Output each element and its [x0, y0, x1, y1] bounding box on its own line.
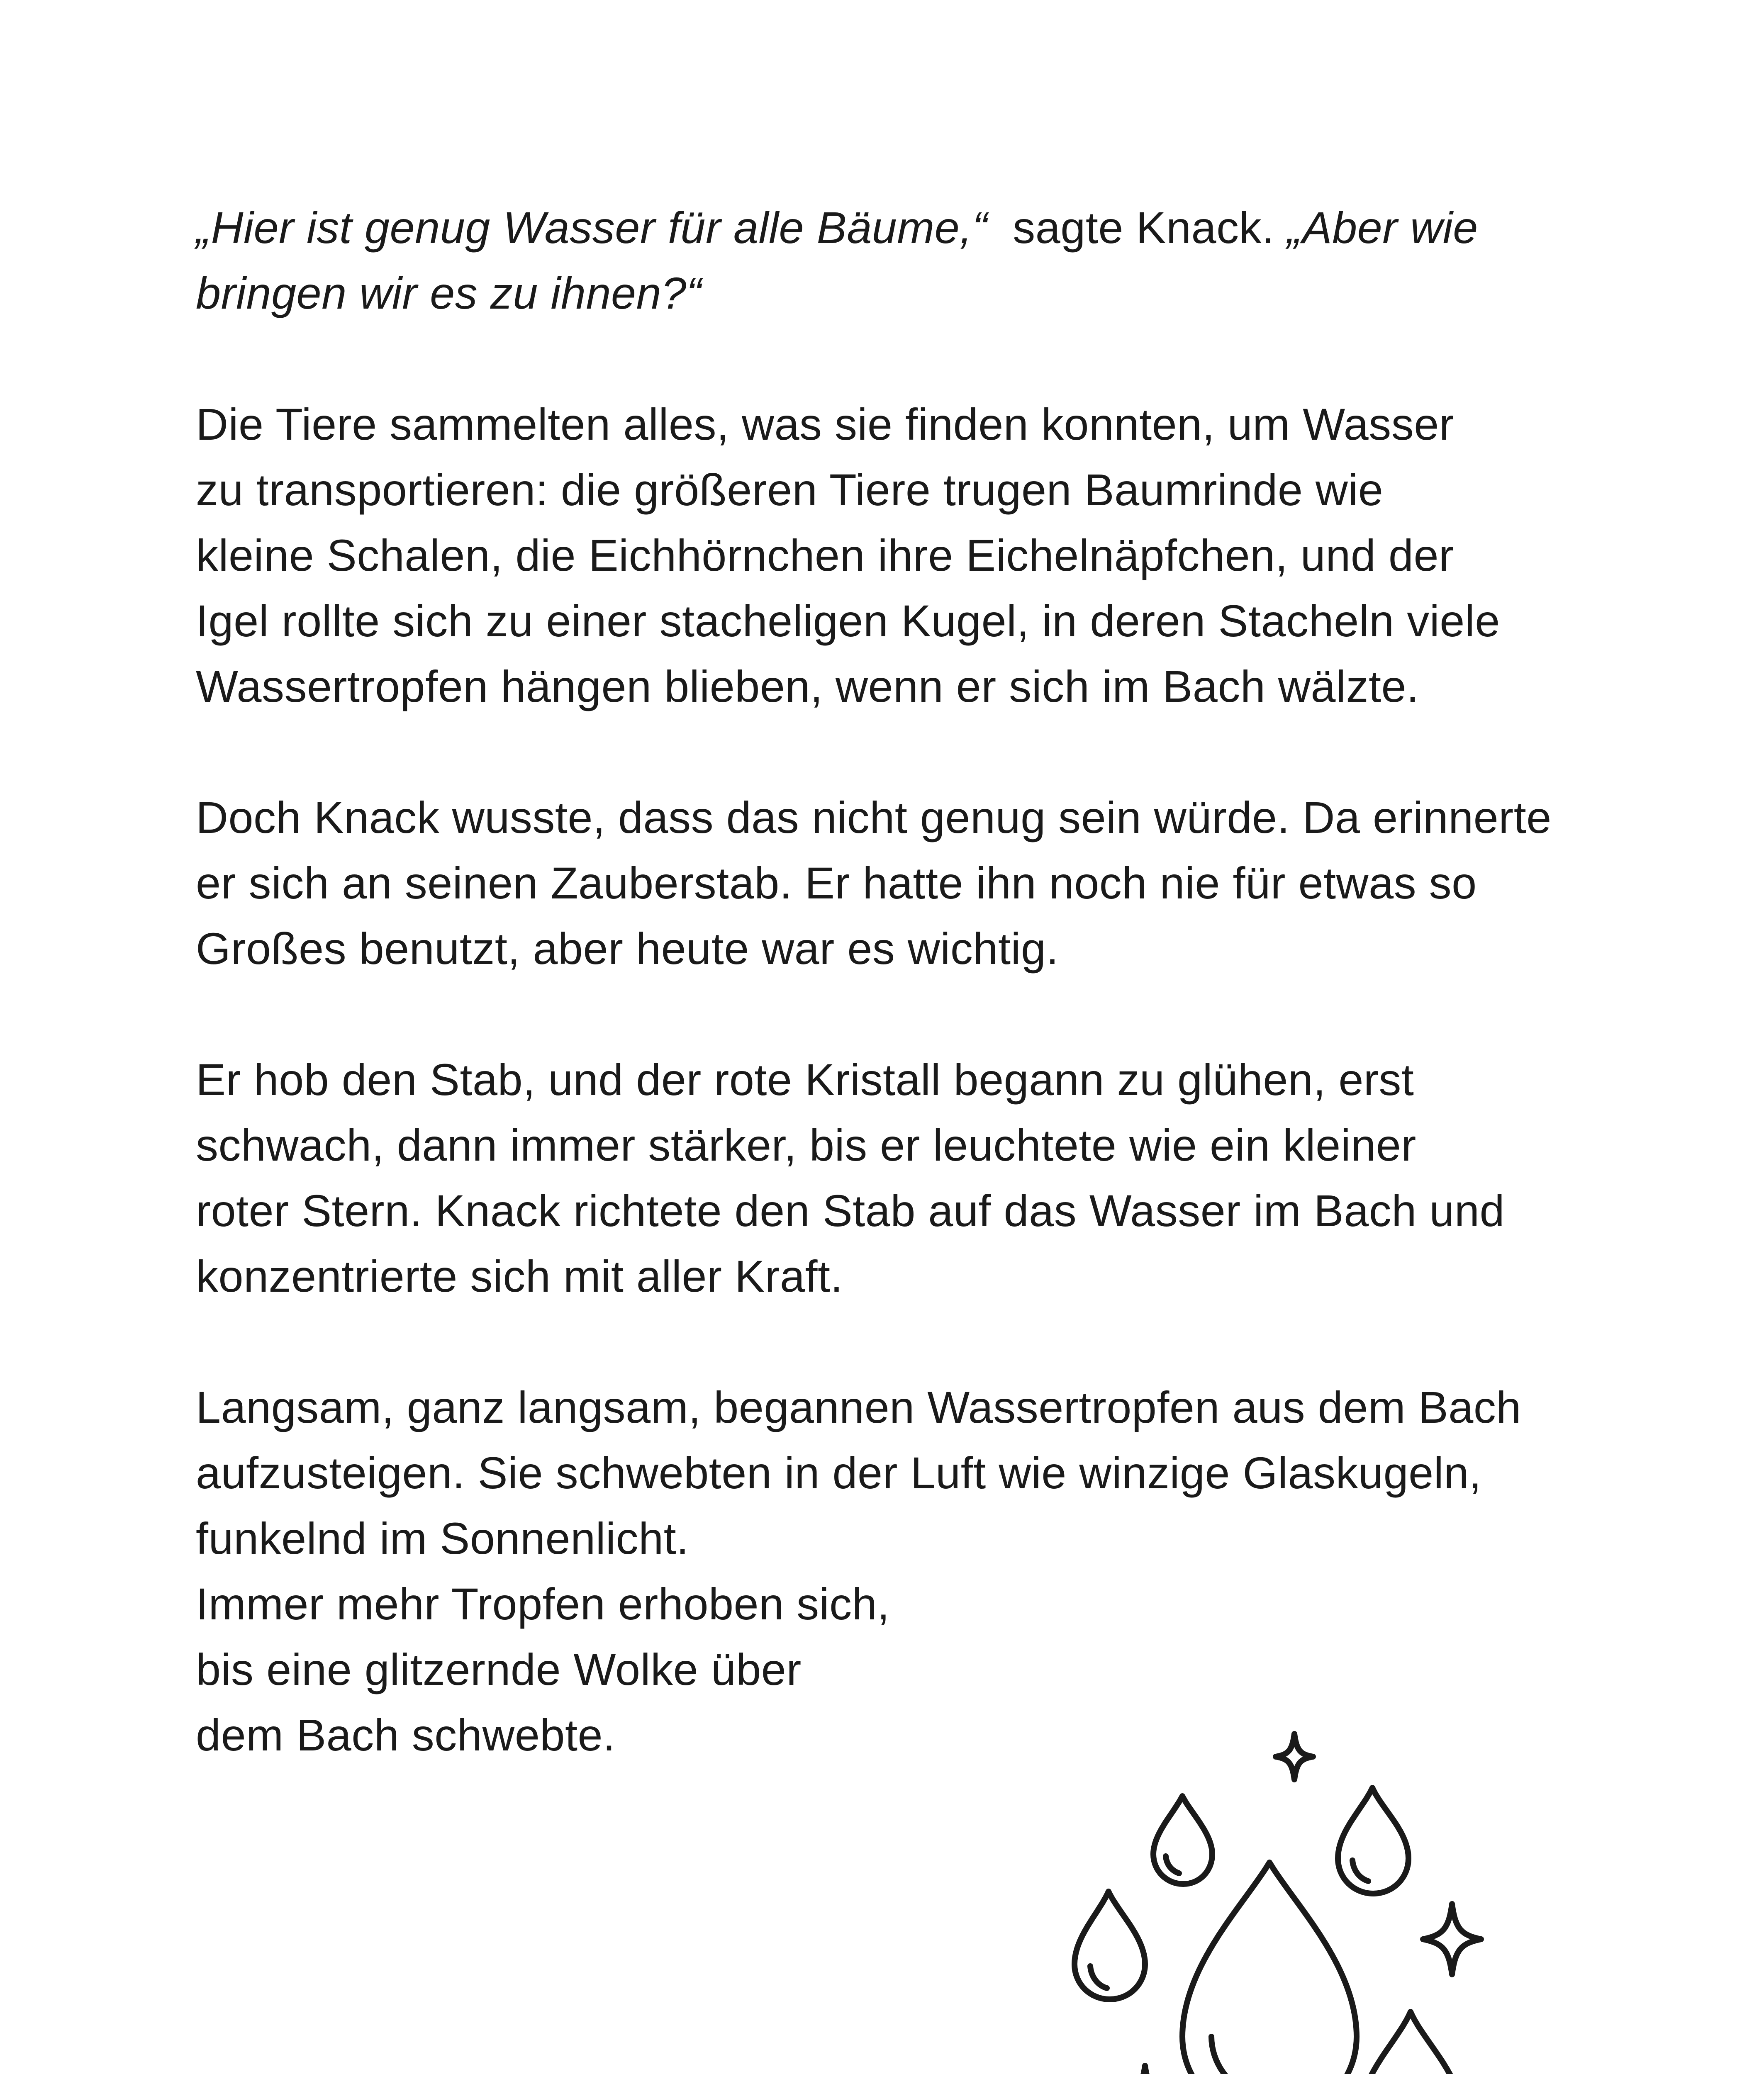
dialogue-text: bringen wir es zu ihnen?“: [196, 268, 702, 318]
text-line: [196, 260, 1598, 326]
narration-text: Großes benutzt, aber heute war es wichtig.: [196, 923, 1059, 974]
narration-text: schwach, dann immer stärker, bis er leuchtete wie ein kleiner: [196, 1120, 1416, 1170]
text-line: [196, 1244, 1598, 1309]
narration-text: er sich an seinen Zauberstab. Er hatte ihn noch nie für etwas so: [196, 858, 1477, 908]
dialogue-text: „Hier ist genug Wasser für alle Bäume,“: [196, 202, 988, 253]
narration-text: konzentrierte sich mit aller Kraft.: [196, 1251, 843, 1301]
small-drop-icon: [1074, 1891, 1145, 1999]
narration-text: Langsam, ganz langsam, begannen Wassertropfen aus dem Bach: [196, 1382, 1521, 1432]
text-line: [196, 850, 1598, 916]
paragraph: [196, 785, 1598, 981]
text-line: [196, 1506, 1598, 1571]
narration-text: Doch Knack wusste, dass das nicht genug sein würde. Da erinnerte: [196, 792, 1552, 842]
story-text: [196, 195, 1598, 1833]
text-line: [196, 588, 1598, 654]
large-drop-icon: [1182, 1862, 1357, 2074]
narration-text: roter Stern. Knack richtete den Stab auf das Wasser im Bach und: [196, 1185, 1505, 1236]
small-drop-icon: [1153, 1796, 1212, 1884]
water-drops-sparkles-icon: [1062, 1721, 1494, 2074]
text-line: [196, 1047, 1598, 1112]
narration-text: kleine Schalen, die Eichhörnchen ihre Eichelnäpfchen, und der: [196, 530, 1454, 580]
text-line: [196, 1178, 1598, 1244]
paragraph: [196, 195, 1598, 326]
text-line: [196, 785, 1598, 850]
narration-text: Igel rollte sich zu einer stacheligen Kugel, in deren Stacheln viele: [196, 596, 1500, 646]
narration-text: aufzusteigen. Sie schwebten in der Luft wie winzige Glaskugeln,: [196, 1448, 1482, 1498]
dialogue-text: „Aber wie: [1287, 202, 1478, 253]
text-line: [196, 457, 1598, 523]
narration-text: bis eine glitzernde Wolke über: [196, 1644, 802, 1694]
small-drop-icon: [1338, 1788, 1408, 1894]
text-line: [196, 1571, 1598, 1637]
text-line: [196, 1637, 1598, 1702]
sparkle-icon: [1276, 1734, 1313, 1779]
narration-text: Wassertropfen hängen blieben, wenn er sich im Bach wälzte.: [196, 661, 1419, 711]
paragraph: [196, 392, 1598, 719]
text-line: [196, 1375, 1598, 1440]
narration-text: zu transportieren: die größeren Tiere trugen Baumrinde wie: [196, 465, 1384, 515]
narration-text: Die Tiere sammelten alles, was sie finden konnten, um Wasser: [196, 399, 1455, 449]
paragraph: [196, 1375, 1598, 1768]
narration-text: Immer mehr Tropfen erhoben sich,: [196, 1579, 890, 1629]
narration-text: Er hob den Stab, und der rote Kristall begann zu glühen, erst: [196, 1054, 1414, 1105]
sparkle-icon: [1121, 2066, 1169, 2074]
text-line: [196, 392, 1598, 457]
narration-text: dem Bach schwebte.: [196, 1710, 616, 1760]
paragraph: [196, 1047, 1598, 1309]
text-line: [196, 1112, 1598, 1178]
narration-text: funkelnd im Sonnenlicht.: [196, 1513, 689, 1563]
text-line: [196, 523, 1598, 588]
text-line: [196, 654, 1598, 719]
text-line: [196, 1440, 1598, 1506]
sparkle-icon: [1423, 1904, 1481, 1974]
text-line: [196, 195, 1598, 260]
medium-drop-icon: [1361, 2012, 1461, 2074]
narration-text: sagte Knack.: [987, 202, 1287, 253]
text-line: [196, 916, 1598, 981]
